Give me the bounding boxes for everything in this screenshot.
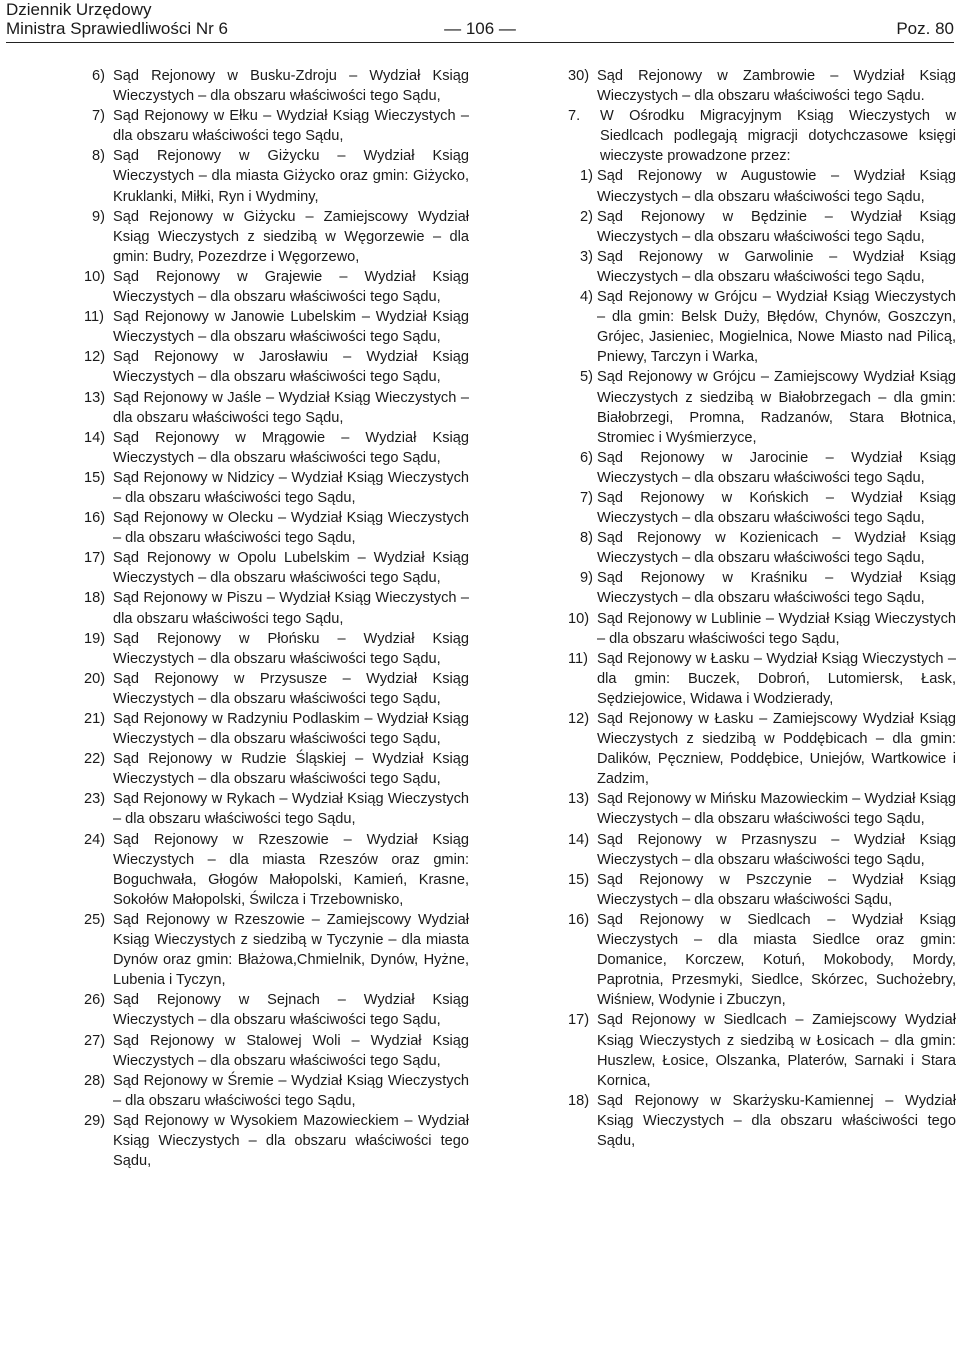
- item-number: 4): [580, 289, 593, 306]
- list-item: [84, 207, 469, 267]
- item-text: Sąd Rejonowy w Końskich – Wydział Ksiąg Wieczystych – dla obszaru właściwości tego Sądu,: [597, 489, 956, 527]
- item-text: Sąd Rejonowy w Lublinie – Wydział Ksiąg Wieczystych – dla obszaru właściwości tego Sądu,: [597, 610, 956, 647]
- item-text: Sąd Rejonowy w Skarżysku-Kamiennej – Wydział Ksiąg Wieczystych – dla obszaru właściwości tego Sądu,: [597, 1092, 956, 1149]
- list-item: [568, 287, 956, 367]
- list-item: [568, 66, 956, 106]
- item-text: Sąd Rejonowy w Busku-Zdroju – Wydział Ksiąg Wieczystych – dla obszaru właściwości tego Sądu,: [113, 68, 469, 105]
- list-item: [84, 830, 469, 910]
- left-column: [84, 66, 469, 1171]
- item-number: 17): [568, 1012, 590, 1029]
- list-item: [84, 588, 469, 628]
- item-text: Sąd Rejonowy w Grajewie – Wydział Ksiąg Wieczystych – dla obszaru właściwości tego Sądu,: [113, 268, 469, 306]
- item-text: Sąd Rejonowy w Rzeszowie – Zamiejscowy Wydział Ksiąg Wieczystych z siedzibą w Tyczynie – dla miasta Dynów oraz gmin: Błażowa,Chmielnik, Dynów, Hyżne, Lubenia i Tyczyn,: [113, 911, 469, 989]
- item-number: 11): [568, 650, 589, 667]
- section-7: [568, 106, 956, 166]
- section-7-list: [568, 166, 956, 1151]
- list-item: [84, 749, 469, 789]
- item-number: 18): [568, 1092, 590, 1109]
- item-number: 6): [580, 449, 593, 466]
- list-item: [568, 207, 956, 247]
- list-item: [568, 910, 956, 1010]
- item-number: 26): [84, 992, 106, 1009]
- list-item: [84, 347, 469, 387]
- item-number: 8): [92, 148, 105, 165]
- item-number: 20): [84, 670, 106, 687]
- right-top-list: [568, 66, 956, 106]
- item-text: Sąd Rejonowy w Opolu Lubelskim – Wydział Ksiąg Wieczystych – dla obszaru właściwości tego Sądu,: [113, 550, 469, 587]
- item-text: Sąd Rejonowy w Łasku – Zamiejscowy Wydział Ksiąg Wieczystych z siedzibą w Poddębicach – dla gmin: Dalików, Pęczniew, Poddębice, Uniejów, Wartkowice i Zadzim,: [597, 711, 956, 788]
- item-text: Sąd Rejonowy w Jaśle – Wydział Ksiąg Wieczystych – dla obszaru właściwości tego Sądu,: [113, 389, 469, 426]
- item-number: 27): [84, 1032, 106, 1049]
- item-number: 5): [580, 369, 593, 386]
- list-item: [568, 488, 956, 528]
- list-item: [84, 629, 469, 669]
- item-text: Sąd Rejonowy w Mińsku Mazowieckim – Wydział Ksiąg Wieczystych – dla obszaru właściwości tego Sądu,: [597, 791, 956, 828]
- item-number: 28): [84, 1072, 106, 1089]
- item-number: 23): [84, 791, 106, 808]
- list-item: [568, 528, 956, 568]
- list-item: [568, 870, 956, 910]
- journal-title: Dziennik Urzędowy: [6, 0, 152, 19]
- list-item: [84, 388, 469, 428]
- item-text: Sąd Rejonowy w Rykach – Wydział Ksiąg Wieczystych – dla obszaru właściwości tego Sądu,: [113, 791, 469, 828]
- list-item: [568, 709, 956, 789]
- item-text: Sąd Rejonowy w Sejnach – Wydział Ksiąg Wieczystych – dla obszaru właściwości tego Sądu,: [113, 992, 469, 1029]
- list-item: [568, 448, 956, 488]
- section-text: W Ośrodku Migracyjnym Ksiąg Wieczystych w Siedlcach podlegają migracji dotychczasowe księgi wieczyste prowadzone przez:: [600, 108, 956, 165]
- item-number: 24): [84, 831, 106, 848]
- list-item: [84, 508, 469, 548]
- item-text: Sąd Rejonowy w Piszu – Wydział Ksiąg Wieczystych – dla obszaru właściwości tego Sądu,: [113, 590, 469, 627]
- item-text: Sąd Rejonowy w Kozienicach – Wydział Ksiąg Wieczystych – dla obszaru właściwości tego Sądu,: [597, 530, 956, 567]
- item-number: 15): [84, 469, 106, 486]
- item-text: Sąd Rejonowy w Giżycku – Wydział Ksiąg Wieczystych – dla miasta Giżycko oraz gmin: Giżycko, Kruklanki, Miłki, Ryn i Wydminy,: [113, 148, 469, 205]
- list-item: [568, 1091, 956, 1151]
- item-text: Sąd Rejonowy w Stalowej Woli – Wydział Ksiąg Wieczystych – dla obszaru właściwości tego Sądu,: [113, 1032, 469, 1069]
- item-number: 14): [568, 831, 590, 848]
- item-number: 7): [92, 108, 105, 125]
- item-number: 18): [84, 590, 106, 607]
- item-text: Sąd Rejonowy w Przysusze – Wydział Ksiąg Wieczystych – dla obszaru właściwości tego Sądu,: [113, 670, 469, 707]
- item-text: Sąd Rejonowy w Augustowie – Wydział Ksiąg Wieczystych – dla obszaru właściwości tego Sądu,: [597, 168, 956, 205]
- item-text: Sąd Rejonowy w Garwolinie – Wydział Ksiąg Wieczystych – dla obszaru właściwości tego Sądu,: [597, 248, 956, 285]
- item-text: Sąd Rejonowy w Płońsku – Wydział Ksiąg Wieczystych – dla obszaru właściwości tego Sądu,: [113, 630, 469, 667]
- item-text: Sąd Rejonowy w Łasku – Wydział Ksiąg Wieczystych – dla gmin: Buczek, Dobroń, Lutomiersk, Łask, Sędziejowice, Widawa i Wodzierady,: [597, 650, 956, 707]
- item-number: 10): [84, 268, 106, 285]
- item-text: Sąd Rejonowy w Radzyniu Podlaskim – Wydział Ksiąg Wieczystych – dla obszaru właściwości tego Sądu,: [113, 711, 469, 748]
- item-number: 8): [580, 530, 593, 547]
- list-item: [84, 468, 469, 508]
- item-number: 17): [84, 550, 106, 567]
- item-number: 9): [92, 208, 105, 225]
- header-rule: [6, 42, 954, 43]
- item-text: Sąd Rejonowy w Wysokiem Mazowieckiem – Wydział Ksiąg Wieczystych – dla obszaru właściwości tego Sądu,: [113, 1112, 469, 1170]
- item-text: Sąd Rejonowy w Przasnyszu – Wydział Ksiąg Wieczystych – dla obszaru właściwości tego Sądu,: [597, 831, 956, 868]
- list-item: [84, 1071, 469, 1111]
- list-item: [84, 1031, 469, 1071]
- item-text: Sąd Rejonowy w Grójcu – Zamiejscowy Wydział Ksiąg Wieczystych z siedzibą w Białobrzegach – dla gmin: Białobrzegi, Promna, Radzanów, Stara Błotnica, Stromiec i Wyśmierzyce,: [597, 369, 956, 446]
- item-number: 13): [568, 791, 590, 808]
- position-number: Poz. 80: [896, 19, 954, 38]
- list-item: [84, 669, 469, 709]
- list-item: [568, 367, 956, 447]
- item-text: Sąd Rejonowy w Mrągowie – Wydział Ksiąg Wieczystych – dla obszaru właściwości tego Sądu,: [113, 429, 469, 466]
- list-item: [568, 247, 956, 287]
- list-item: [568, 609, 956, 649]
- item-text: Sąd Rejonowy w Siedlcach – Zamiejscowy Wydział Ksiąg Wieczystych z siedzibą w Łosicach – dla gmin: Huszlew, Łosice, Olszanka, Platerów, Sarnaki i Stara Kornica,: [597, 1012, 956, 1089]
- item-text: Sąd Rejonowy w Jarocinie – Wydział Ksiąg Wieczystych – dla obszaru właściwości tego Sądu,: [597, 449, 956, 486]
- item-number: 12): [568, 711, 590, 727]
- item-number: 19): [84, 630, 106, 647]
- list-item: [84, 709, 469, 749]
- list-item: [84, 428, 469, 468]
- list-item: [84, 910, 469, 990]
- item-number: 1): [580, 168, 593, 185]
- item-number: 14): [84, 429, 106, 446]
- item-number: 9): [580, 570, 593, 587]
- item-number: 3): [580, 248, 593, 265]
- item-text: Sąd Rejonowy w Rudzie Śląskiej – Wydział Ksiąg Wieczystych – dla obszaru właściwości tego Sądu,: [113, 751, 469, 788]
- list-item: [84, 267, 469, 307]
- item-text: Sąd Rejonowy w Giżycku – Zamiejscowy Wydział Ksiąg Wieczystych z siedzibą w Węgorzewie – dla gmin: Budry, Pozezdrze i Węgorzewo,: [113, 208, 469, 265]
- right-column: [568, 66, 956, 1151]
- list-item: [84, 66, 469, 106]
- item-number: 13): [84, 389, 106, 406]
- item-number: 15): [568, 871, 590, 888]
- item-number: 16): [84, 510, 106, 527]
- section-number: 7.: [568, 108, 581, 125]
- list-item: [568, 568, 956, 608]
- list-item: [568, 789, 956, 829]
- item-number: 22): [84, 751, 106, 768]
- item-text: Sąd Rejonowy w Grójcu – Wydział Ksiąg Wieczystych – dla gmin: Belsk Duży, Błędów, Chynów, Goszczyn, Grójec, Jasieniec, Mogielnica, Nowe Miasto nad Pilicą, Pniewy, Tarczyn i Warka,: [597, 289, 956, 366]
- item-text: Sąd Rejonowy w Będzinie – Wydział Ksiąg Wieczystych – dla obszaru właściwości tego Sądu,: [597, 208, 956, 245]
- item-text: Sąd Rejonowy w Zambrowie – Wydział Ksiąg Wieczystych – dla obszaru właściwości tego Sądu.: [597, 68, 956, 105]
- list-item: [568, 830, 956, 870]
- list-item: [568, 649, 956, 709]
- item-number: 2): [580, 208, 593, 225]
- item-text: Sąd Rejonowy w Śremie – Wydział Ksiąg Wieczystych – dla obszaru właściwości tego Sądu,: [113, 1072, 469, 1109]
- item-number: 21): [84, 711, 106, 727]
- item-number: 29): [84, 1112, 106, 1129]
- list-item: [84, 146, 469, 206]
- item-text: Sąd Rejonowy w Jarosławiu – Wydział Ksiąg Wieczystych – dla obszaru właściwości tego Sądu,: [113, 349, 469, 386]
- item-text: Sąd Rejonowy w Olecku – Wydział Ksiąg Wieczystych – dla obszaru właściwości tego Sądu,: [113, 510, 469, 547]
- list-item: [84, 548, 469, 588]
- list-item: [84, 1111, 469, 1171]
- list-item: [568, 166, 956, 206]
- item-number: 25): [84, 911, 106, 928]
- list-item: [568, 1010, 956, 1090]
- item-number: 6): [92, 68, 105, 84]
- journal-issue: Ministra Sprawiedliwości Nr 6: [6, 19, 229, 38]
- item-text: Sąd Rejonowy w Nidzicy – Wydział Ksiąg Wieczystych – dla obszaru właściwości tego Sądu,: [113, 469, 469, 506]
- item-text: Sąd Rejonowy w Ełku – Wydział Ksiąg Wieczystych – dla obszaru właściwości tego Sądu,: [113, 108, 469, 145]
- item-text: Sąd Rejonowy w Kraśniku – Wydział Ksiąg Wieczystych – dla obszaru właściwości tego Sądu,: [597, 570, 956, 607]
- item-text: Sąd Rejonowy w Pszczynie – Wydział Ksiąg Wieczystych – dla obszaru właściwości Sądu,: [597, 871, 956, 908]
- item-number: 12): [84, 349, 106, 366]
- list-item: [84, 106, 469, 146]
- list-item: [84, 990, 469, 1030]
- page-number: — 106 —: [444, 19, 516, 38]
- item-number: 10): [568, 610, 590, 627]
- item-number: 11): [84, 309, 105, 326]
- item-number: 30): [568, 68, 590, 84]
- item-text: Sąd Rejonowy w Janowie Lubelskim – Wydział Ksiąg Wieczystych – dla obszaru właściwości tego Sądu,: [113, 309, 469, 346]
- item-number: 16): [568, 911, 590, 928]
- item-text: Sąd Rejonowy w Siedlcach – Wydział Ksiąg Wieczystych – dla miasta Siedlce oraz gmin: Domanice, Korczew, Kotuń, Mokobody, Mordy, Paprotnia, Przesmyki, Siedlce, Skórzec, Suchożebry, Wiśniew, Wodynie i Zbuczyn,: [597, 911, 956, 1009]
- page-header: [0, 0, 960, 46]
- item-text: Sąd Rejonowy w Rzeszowie – Wydział Ksiąg Wieczystych – dla miasta Rzeszów oraz gmin: Boguchwała, Głogów Małopolski, Kamień, Krasne, Sokołów Małopolski, Świlcza i Trzebownisko,: [113, 831, 469, 908]
- item-number: 7): [580, 489, 593, 506]
- list-item: [84, 789, 469, 829]
- list-item: [84, 307, 469, 347]
